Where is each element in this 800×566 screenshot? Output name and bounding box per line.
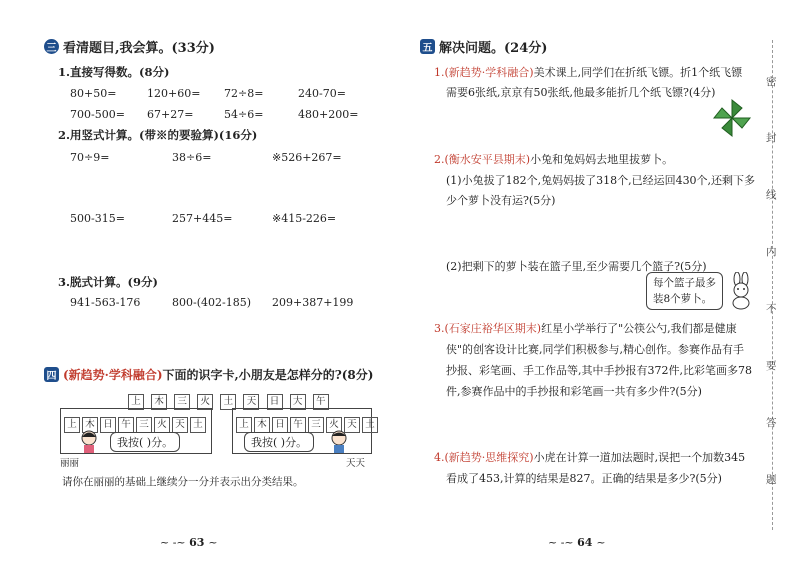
expr-item: 941-563-176 <box>70 296 141 309</box>
word-card: 三 <box>136 417 152 433</box>
word-card: 土 <box>190 417 206 433</box>
vertical-calc-item: ※415-226= <box>272 212 337 225</box>
word-card: 火 <box>154 417 170 433</box>
calc-item: 80+50= <box>70 87 117 100</box>
q1-line1: 美术课上,同学们在折纸飞镖。折1个纸飞镖 <box>533 66 743 79</box>
section5-title-text: 解决问题。(24分) <box>439 41 548 56</box>
lili-name: 丽丽 <box>60 458 80 469</box>
word-card: 天 <box>344 417 360 433</box>
q2-sub1-line1: (1)小兔拔了182个,兔妈妈拔了318个,已经运回430个,还剩下多 <box>446 174 756 187</box>
word-card: 木 <box>254 417 270 433</box>
word-card: 天 <box>243 394 259 410</box>
seal-char: 封 <box>766 132 777 144</box>
rabbit-icon <box>726 272 756 310</box>
seal-char: 内 <box>766 246 777 258</box>
q3-line3: 抄报、彩笔画、手工作品等,其中手抄报有372件,比彩笔画多78 <box>446 364 752 377</box>
section4-number: 四 <box>44 367 59 382</box>
word-card: 日 <box>272 417 288 433</box>
calc-item: 72÷8= <box>224 87 264 100</box>
word-card: 午 <box>290 417 306 433</box>
section3-number: 三 <box>44 39 59 54</box>
section5-number: 五 <box>420 39 435 54</box>
basket-hint-line1: 每个篮子最多 <box>653 277 716 289</box>
tiantian-name: 天天 <box>346 458 366 469</box>
seal-char: 密 <box>766 76 777 88</box>
word-cards <box>128 389 331 410</box>
question-3 <box>434 320 737 336</box>
right-page-number: 64 <box>577 536 593 549</box>
word-card: 木 <box>151 394 167 410</box>
boy-icon <box>326 428 352 454</box>
seal-char: 答 <box>766 417 777 429</box>
seal-line <box>772 40 773 530</box>
part1-heading: 1.直接写得数。(8分) <box>58 65 170 79</box>
word-card: 大 <box>290 394 306 410</box>
q3-line1: 红星小学举行了"公筷公勺,我们都是健康 <box>541 322 737 335</box>
word-card: 火 <box>326 417 342 433</box>
right-page-footer: ~ -~ 64 ~ <box>548 536 606 549</box>
calc-item: 700-500= <box>70 108 125 121</box>
q2-sub2: (2)把剩下的萝卜装在篮子里,至少需要几个篮子?(5分) <box>446 260 707 273</box>
section4-title <box>44 366 373 383</box>
expr-item: 800-(402-185) <box>172 296 252 309</box>
word-card: 日 <box>100 417 116 433</box>
section4-title-text: 下面的识字卡,小朋友是怎样分的?(8分) <box>162 368 374 382</box>
calc-item: 120+60= <box>147 87 201 100</box>
vertical-calc-item: ※526+267= <box>272 151 342 164</box>
calc-item: 240-70= <box>298 87 346 100</box>
word-card: 三 <box>308 417 324 433</box>
q3-tag: 3.(石家庄裕华区期末) <box>434 322 542 335</box>
section4-tag: (新趋势·学科融合) <box>63 368 163 382</box>
calc-item: 54÷6= <box>224 108 264 121</box>
word-card: 上 <box>236 417 252 433</box>
question-2 <box>434 151 673 167</box>
word-card: 土 <box>220 394 236 410</box>
word-card: 木 <box>82 417 98 433</box>
seal-char: 题 <box>766 474 777 486</box>
seal-char: 线 <box>766 189 777 201</box>
word-card: 土 <box>362 417 378 433</box>
seal-char: 要 <box>766 360 777 372</box>
word-card: 日 <box>267 394 283 410</box>
section3-title <box>44 37 215 56</box>
pinwheel-icon <box>712 98 752 138</box>
q2-tag: 2.(衡水安平县期末) <box>434 153 531 166</box>
q3-line2: 侠"的创客设计比赛,同学们积极参与,精心创作。参赛作品有手 <box>446 343 745 356</box>
word-card: 午 <box>118 417 134 433</box>
section3-title-text: 看清题目,我会算。(33分) <box>63 41 215 56</box>
q2-sub1-line2: 少个萝卜没有运?(5分) <box>446 194 556 207</box>
calc-item: 67+27= <box>147 108 194 121</box>
q3-line4: 件,参赛作品中的手抄报和彩笔画一共有多少件?(5分) <box>446 385 702 398</box>
q1-line2: 需要6张纸,京京有50张纸,他最多能折几个纸飞镖?(4分) <box>446 86 716 99</box>
question-4 <box>434 449 745 465</box>
word-card: 三 <box>174 394 190 410</box>
seal-char: 不 <box>766 303 777 315</box>
part2-heading: 2.用竖式计算。(带※的要验算)(16分) <box>58 128 258 142</box>
vertical-calc-item: 38÷6= <box>172 151 212 164</box>
q4-tag: 4.(新趋势·思维探究) <box>434 451 534 464</box>
part3-heading: 3.脱式计算。(9分) <box>58 275 158 289</box>
q1-tag: 1.(新趋势·学科融合) <box>434 66 534 79</box>
tiantian-bubble: 我按( )分。 <box>244 432 314 452</box>
left-page-number: 63 <box>189 536 205 549</box>
lili-bubble: 我按( )分。 <box>110 432 180 452</box>
calc-item: 480+200= <box>298 108 359 121</box>
word-card: 午 <box>313 394 329 410</box>
q4-line2: 看成了453,计算的结果是827。正确的结果是多少?(5分) <box>446 472 722 485</box>
basket-hint-line2: 装8个萝卜。 <box>653 293 713 305</box>
question-1 <box>434 64 742 80</box>
word-card: 上 <box>128 394 144 410</box>
vertical-calc-item: 70÷9= <box>70 151 110 164</box>
vertical-calc-item: 257+445= <box>172 212 233 225</box>
q4-line1: 小虎在计算一道加法题时,误把一个加数345 <box>533 451 746 464</box>
word-card: 上 <box>64 417 80 433</box>
q2-line1: 小兔和兔妈妈去地里拔萝卜。 <box>530 153 674 166</box>
word-card: 天 <box>172 417 188 433</box>
section5-title <box>420 37 547 56</box>
left-page-footer: ~ -~ 63 ~ <box>160 536 218 549</box>
section4-instruction: 请你在丽丽的基础上继续分一分并表示出分类结果。 <box>62 476 304 488</box>
expr-item: 209+387+199 <box>272 296 354 309</box>
word-card: 火 <box>197 394 213 410</box>
vertical-calc-item: 500-315= <box>70 212 125 225</box>
basket-hint-bubble <box>646 272 723 310</box>
girl-icon <box>76 428 102 454</box>
tiantian-group <box>236 412 380 433</box>
